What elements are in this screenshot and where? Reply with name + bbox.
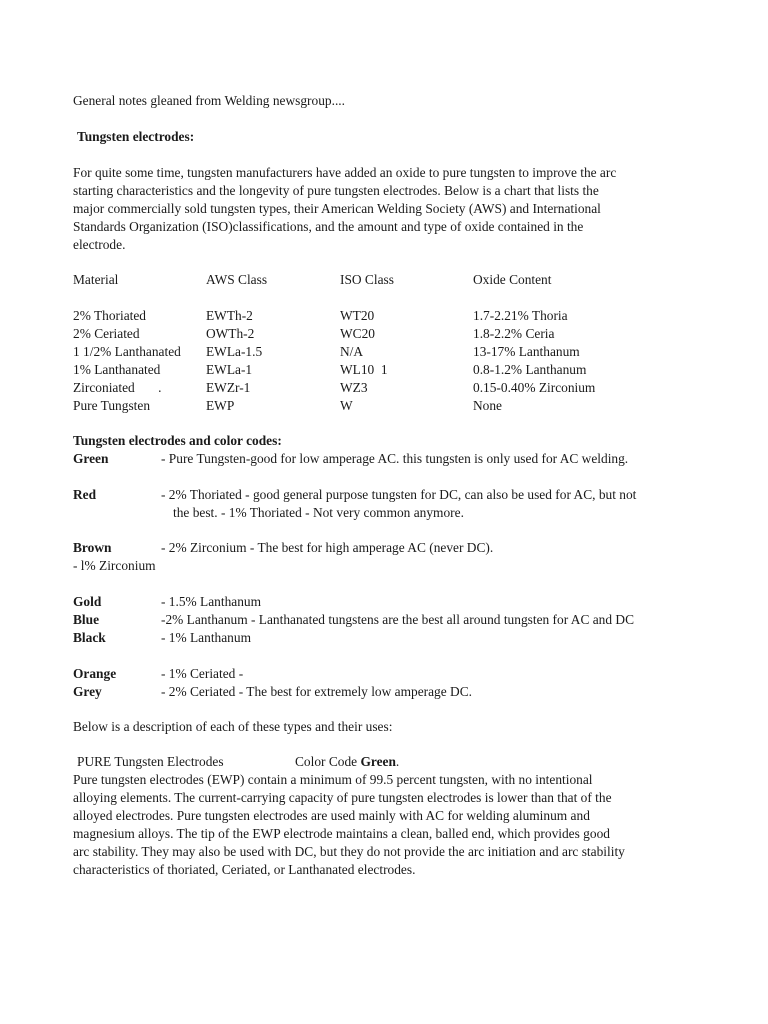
color-desc-black: - 1% Lanthanum bbox=[161, 630, 251, 645]
paragraph-line: Standards Organization (ISO)classifications, and the amount and type of oxide contained in the bbox=[73, 219, 584, 234]
color-label-gold: Gold bbox=[73, 594, 102, 609]
table-cell: None bbox=[473, 398, 503, 413]
color-desc-blue: -2% Lanthanum - Lanthanated tungstens are the best all around tungsten for AC and DC bbox=[161, 612, 635, 627]
paragraph-line: characteristics of thoriated, Ceriated, or Lanthanated electrodes. bbox=[73, 862, 416, 877]
table-cell: Zirconiated . bbox=[73, 380, 162, 395]
color-label-red: Red bbox=[73, 487, 97, 502]
color-desc-grey: - 2% Ceriated - The best for extremely low amperage DC. bbox=[161, 684, 472, 699]
paragraph-line: arc stability. They may also be used with DC, but they do not provide the arc initiation and arc stability bbox=[73, 844, 625, 859]
paragraph-line: Pure tungsten electrodes (EWP) contain a minimum of 99.5 percent tungsten, with no intentional bbox=[73, 772, 593, 787]
table-cell: N/A bbox=[340, 344, 364, 359]
table-header: Material bbox=[73, 272, 119, 287]
table-cell: WC20 bbox=[340, 326, 375, 341]
color-label-green: Green bbox=[73, 451, 109, 466]
table-cell: 13-17% Lanthanum bbox=[473, 344, 580, 359]
table-header: Oxide Content bbox=[473, 272, 552, 287]
color-desc-red-continued: the best. - 1% Thoriated - Not very common anymore. bbox=[173, 505, 464, 520]
table-cell: 2% Thoriated bbox=[73, 308, 147, 323]
color-code-value: Green bbox=[360, 754, 396, 769]
table-cell: W bbox=[340, 398, 353, 413]
table-cell: OWTh-2 bbox=[206, 326, 255, 341]
paragraph-line: For quite some time, tungsten manufacturers have added an oxide to pure tungsten to improve the arc bbox=[73, 165, 617, 180]
table-cell: WT20 bbox=[340, 308, 375, 323]
pure-section-color-code bbox=[295, 753, 399, 771]
paragraph-line: alloying elements. The current-carrying capacity of pure tungsten electrodes is lower than that of the bbox=[73, 790, 612, 805]
paragraph-line: magnesium alloys. The tip of the EWP electrode maintains a clean, balled end, which provides good bbox=[73, 826, 610, 841]
table-cell: Pure Tungsten bbox=[73, 398, 151, 413]
color-label-brown: Brown bbox=[73, 540, 112, 555]
table-cell: EWLa-1 bbox=[206, 362, 253, 377]
paragraph-line: major commercially sold tungsten types, their American Welding Society (AWS) and International bbox=[73, 201, 601, 216]
table-cell: WZ3 bbox=[340, 380, 368, 395]
table-cell: EWLa-1.5 bbox=[206, 344, 263, 359]
table-cell: EWP bbox=[206, 398, 235, 413]
table-cell: 0.15-0.40% Zirconium bbox=[473, 380, 596, 395]
color-label-orange: Orange bbox=[73, 666, 117, 681]
color-code-prefix: Color Code bbox=[295, 754, 361, 769]
table-cell: 2% Ceriated bbox=[73, 326, 140, 341]
color-label-grey: Grey bbox=[73, 684, 102, 699]
section-title: Tungsten electrodes: bbox=[77, 129, 195, 144]
table-cell: WL10 1 bbox=[340, 362, 388, 377]
table-cell: 0.8-1.2% Lanthanum bbox=[473, 362, 587, 377]
color-desc-gold: - 1.5% Lanthanum bbox=[161, 594, 262, 609]
table-header: ISO Class bbox=[340, 272, 394, 287]
pure-section-heading: PURE Tungsten Electrodes bbox=[77, 754, 224, 769]
paragraph-line: starting characteristics and the longevity of pure tungsten electrodes. Below is a chart that lists the bbox=[73, 183, 599, 198]
color-desc-brown: - 2% Zirconium - The best for high amperage AC (never DC). bbox=[161, 540, 494, 555]
color-desc-red: - 2% Thoriated - good general purpose tungsten for DC, can also be used for AC, but not bbox=[161, 487, 637, 502]
table-cell: 1 1/2% Lanthanated bbox=[73, 344, 181, 359]
table-cell: 1.7-2.21% Thoria bbox=[473, 308, 568, 323]
paragraph-line: electrode. bbox=[73, 237, 126, 252]
table-cell: EWZr-1 bbox=[206, 380, 251, 395]
table-cell: EWTh-2 bbox=[206, 308, 253, 323]
color-label-black: Black bbox=[73, 630, 106, 645]
color-desc-orange: - 1% Ceriated - bbox=[161, 666, 244, 681]
intro-note: General notes gleaned from Welding newsgroup.... bbox=[73, 93, 345, 108]
table-cell: 1.8-2.2% Ceria bbox=[473, 326, 555, 341]
paragraph-line: alloyed electrodes. Pure tungsten electrodes are used mainly with AC for welding aluminum and bbox=[73, 808, 590, 823]
color-label-blue: Blue bbox=[73, 612, 100, 627]
description-intro: Below is a description of each of these types and their uses: bbox=[73, 719, 393, 734]
color-desc-green: - Pure Tungsten-good for low amperage AC. this tungsten is only used for AC welding. bbox=[161, 451, 629, 466]
color-desc-brown-extra: - l% Zirconium bbox=[73, 558, 156, 573]
color-codes-title: Tungsten electrodes and color codes: bbox=[73, 433, 282, 448]
table-header: AWS Class bbox=[206, 272, 268, 287]
color-code-suffix: . bbox=[395, 754, 400, 769]
table-cell: 1% Lanthanated bbox=[73, 362, 161, 377]
